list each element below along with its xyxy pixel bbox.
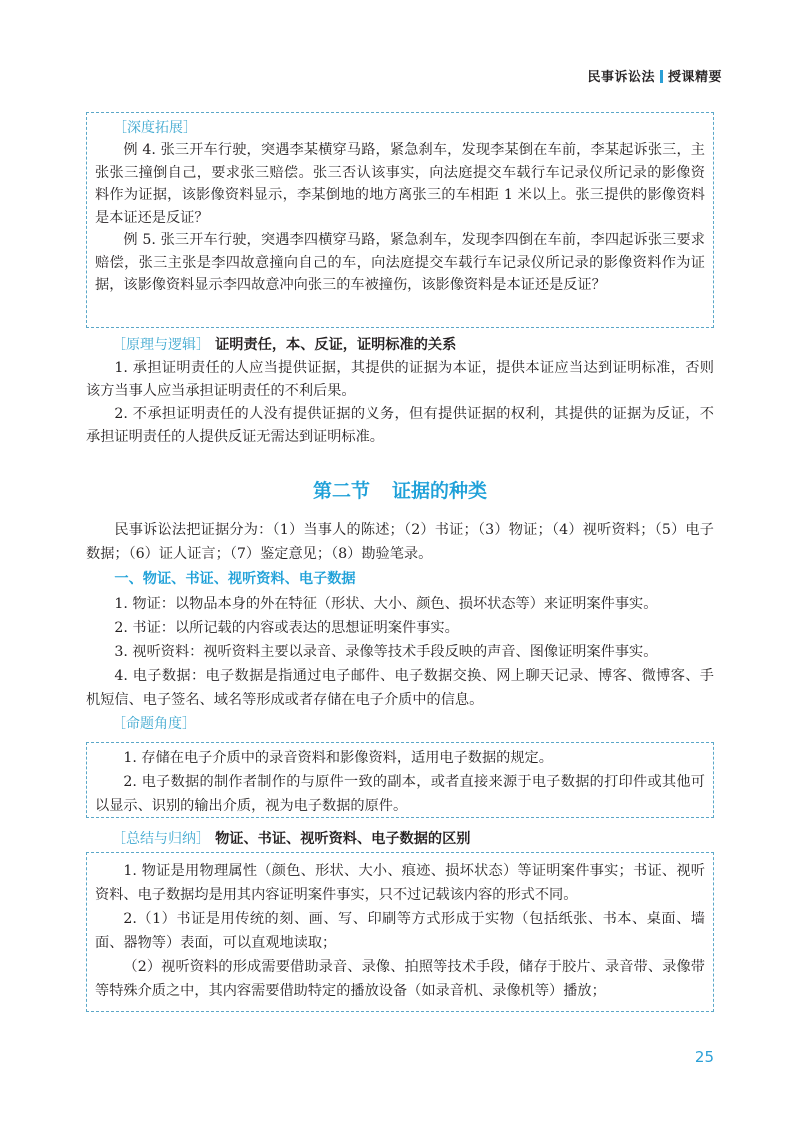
principle-title: 证明责任，本、反证，证明标准的关系 [215,337,457,353]
angle-paragraph-1: 1. 存储在电子介质中的录音资料和影像资料，适用电子数据的规定。 [123,750,553,766]
principle-block [86,332,714,449]
summary-paragraph-3: （2）视听资料的形成需要借助录音、录像、拍照等技术手段，储存于胶片、录音带、录像带等特殊介质之中，其内容需要借助特定的播放设备（如录音机、录像机等）播放； [95,959,705,999]
header-book-title: 民事诉讼法 [587,70,655,85]
section-number: 第二节 [312,480,370,502]
summary-heading [86,826,740,851]
running-header [587,66,722,85]
example-5-paragraph: 例 5. 张三开车行驶，突遇李四横穿马路，紧急刹车，发现李四倒在车前，李四起诉张三要求赔偿，张三主张是李四故意撞向自己的车，向法庭提交车载行车记录仪所记录的影像资料作为证据，该影像资料显示李四故意冲向张三的车被撞伤，该影像资料是本证还是反证？ [95,232,705,293]
item-physical-evidence: 1. 物证：以物品本身的外在特征（形状、大小、颜色、损坏状态等）来证明案件事实。 [114,596,658,612]
proposition-angle-box [86,742,714,818]
angle-paragraph-2: 2. 电子数据的制作者制作的与原件一致的副本，或者直接来源于电子数据的打印件或其他可以显示、识别的输出介质，视为电子数据的原件。 [95,774,705,814]
item-electronic-data: 4. 电子数据：电子数据是指通过电子邮件、电子数据交换、网上聊天记录、博客、微博客、手机短信、电子签名、域名等形成或者存储在电子介质中的信息。 [86,668,714,708]
evidence-types-intro: 民事诉讼法把证据分为：（1）当事人的陈述；（2）书证；（3）物证；（4）视听资料；（5）电子数据；（6）证人证言；（7）鉴定意见；（8）勘验笔录。 [86,522,714,562]
section-title [0,476,800,503]
deep-extension-box [86,112,714,328]
principle-heading [86,332,714,357]
subsection-1-title: 一、物证、书证、视听资料、电子数据 [114,571,356,587]
summary-paragraph-1: 1. 物证是用物理属性（颜色、形状、大小、痕迹、损坏状态）等证明案件事实；书证、视听资料、电子数据均是用其内容证明案件事实，只不过记载该内容的形式不同。 [95,863,705,903]
principle-paragraph-2: 2. 不承担证明责任的人没有提供证据的义务，但有提供证据的权利，其提供的证据为反证，不承担证明责任的人提供反证无需达到证明标准。 [86,406,714,445]
summary-title: 物证、书证、视听资料、电子数据的区别 [215,831,471,847]
page-number: 25 [694,1048,714,1066]
section-name: 证据的种类 [392,480,488,502]
principle-tag: ［原理与逻辑］ [112,337,210,353]
header-section-title: 授课精要 [667,70,722,85]
principle-paragraph-1: 1. 承担证明责任的人应当提供证据，其提供的证据为本证，提供本证应当达到证明标准，否则该方当事人应当承担证明责任的不利后果。 [86,360,714,399]
angle-tag: ［命题角度］ [112,716,196,732]
item-audiovisual-material: 3. 视听资料：视听资料主要以录音、录像等技术手段反映的声音、图像证明案件事实。 [114,644,658,660]
summary-tag: ［总结与归纳］ [112,831,210,847]
header-divider [660,70,663,83]
item-documentary-evidence: 2. 书证：以所记载的内容或表达的思想证明案件事实。 [114,620,459,636]
deep-extension-tag: ［深度拓展］ [113,120,197,136]
summary-paragraph-2: 2.（1）书证是用传统的刻、画、写、印刷等方式形成于实物（包括纸张、书本、桌面、墙面、器物等）表面，可以直观地读取； [95,911,705,951]
evidence-types-block [86,518,714,736]
example-4-paragraph: 例 4. 张三开车行驶，突遇李某横穿马路，紧急刹车，发现李某倒在车前，李某起诉张三，主张张三撞倒自己，要求张三赔偿。张三否认该事实，向法庭提交车载行车记录仪所记录的影像资料作为证据，该影像资料显示，李某倒地的地方离张三的车相距 1 米以上。张三提供的影像资料是本证还是反证？ [95,142,705,226]
summary-box [86,852,714,1012]
